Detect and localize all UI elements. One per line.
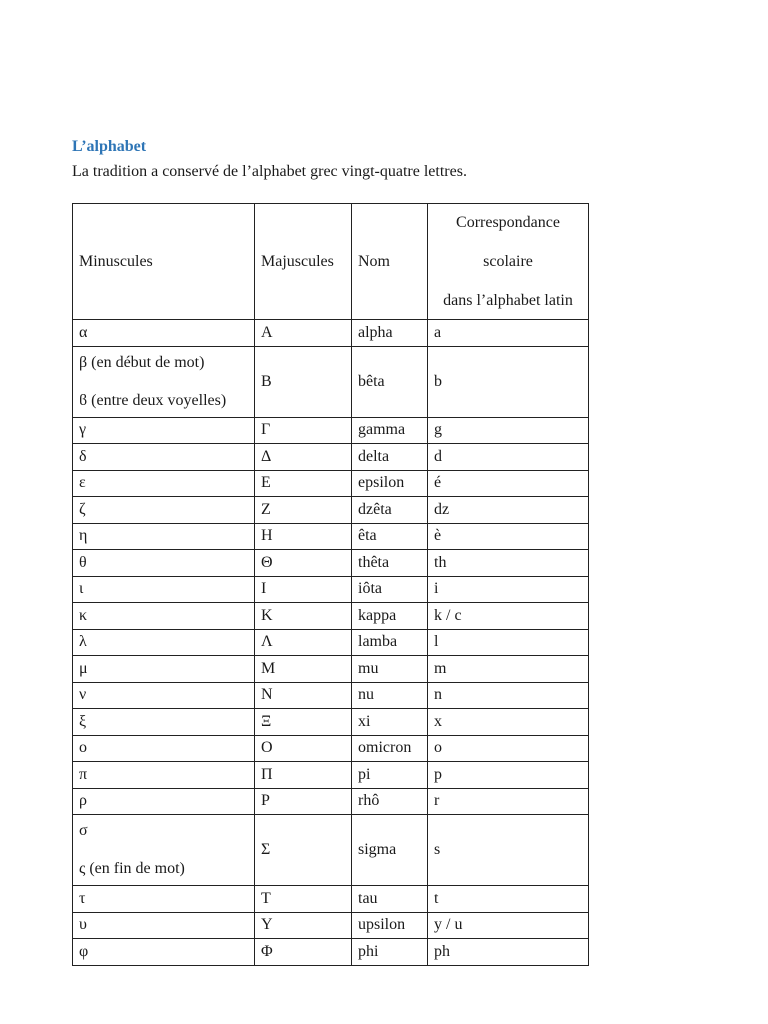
cell-lowercase: τ: [73, 886, 255, 913]
cell-uppercase: Ζ: [255, 497, 352, 524]
table-row: [73, 550, 589, 577]
cell-uppercase: Κ: [255, 603, 352, 630]
cell-lowercase: λ: [73, 629, 255, 656]
cell-latin-correspondence: ph: [428, 939, 589, 966]
cell-lowercase: η: [73, 523, 255, 550]
cell-lowercase: υ: [73, 912, 255, 939]
cell-latin-correspondence: l: [428, 629, 589, 656]
table-row: [73, 939, 589, 966]
table-row: [73, 346, 589, 417]
cell-latin-correspondence: th: [428, 550, 589, 577]
cell-latin-correspondence: dz: [428, 497, 589, 524]
cell-uppercase: Π: [255, 762, 352, 789]
cell-latin-correspondence: k / c: [428, 603, 589, 630]
cell-name: alpha: [352, 320, 428, 347]
header-correspondence-line1: Correspondance: [456, 213, 560, 231]
cell-uppercase: Ν: [255, 682, 352, 709]
cell-uppercase: Δ: [255, 444, 352, 471]
cell-lowercase: π: [73, 762, 255, 789]
table-row: [73, 788, 589, 815]
cell-uppercase: Η: [255, 523, 352, 550]
cell-latin-correspondence: m: [428, 656, 589, 683]
cell-latin-correspondence: é: [428, 470, 589, 497]
cell-name: omicron: [352, 735, 428, 762]
cell-name: delta: [352, 444, 428, 471]
cell-name: phi: [352, 939, 428, 966]
greek-alphabet-table: [72, 203, 589, 966]
header-correspondence: [428, 204, 589, 320]
cell-lowercase: ζ: [73, 497, 255, 524]
cell-lowercase: α: [73, 320, 255, 347]
table-row: [73, 576, 589, 603]
cell-name: iôta: [352, 576, 428, 603]
cell-name: bêta: [352, 346, 428, 417]
cell-name: sigma: [352, 815, 428, 886]
cell-uppercase: Β: [255, 346, 352, 417]
lowercase-variant-1: β (en début de mot): [79, 353, 205, 371]
table-row: [73, 603, 589, 630]
table-row: [73, 320, 589, 347]
cell-uppercase: Ρ: [255, 788, 352, 815]
cell-uppercase: Ε: [255, 470, 352, 497]
cell-lowercase: ε: [73, 470, 255, 497]
table-row: [73, 470, 589, 497]
table-row: [73, 815, 589, 886]
cell-lowercase: [73, 346, 255, 417]
cell-uppercase: Ι: [255, 576, 352, 603]
table-row: [73, 444, 589, 471]
cell-uppercase: Α: [255, 320, 352, 347]
lowercase-variant-2: ς (en fin de mot): [79, 860, 185, 877]
table-row: [73, 417, 589, 444]
table-row: [73, 762, 589, 789]
header-uppercase: Majuscules: [255, 204, 352, 320]
cell-latin-correspondence: x: [428, 709, 589, 736]
table-row: [73, 709, 589, 736]
cell-latin-correspondence: d: [428, 444, 589, 471]
table-header-row: [73, 204, 589, 320]
table-row: [73, 656, 589, 683]
table-row: [73, 682, 589, 709]
cell-name: thêta: [352, 550, 428, 577]
cell-uppercase: Μ: [255, 656, 352, 683]
cell-name: rhô: [352, 788, 428, 815]
header-lowercase: Minuscules: [73, 204, 255, 320]
cell-latin-correspondence: b: [428, 346, 589, 417]
cell-lowercase: ξ: [73, 709, 255, 736]
cell-name: kappa: [352, 603, 428, 630]
cell-latin-correspondence: y / u: [428, 912, 589, 939]
cell-name: gamma: [352, 417, 428, 444]
cell-latin-correspondence: p: [428, 762, 589, 789]
cell-name: epsilon: [352, 470, 428, 497]
cell-lowercase: ο: [73, 735, 255, 762]
cell-name: mu: [352, 656, 428, 683]
cell-name: tau: [352, 886, 428, 913]
cell-uppercase: Τ: [255, 886, 352, 913]
cell-lowercase: θ: [73, 550, 255, 577]
cell-uppercase: Υ: [255, 912, 352, 939]
cell-lowercase: ι: [73, 576, 255, 603]
lowercase-variant-1: σ: [79, 822, 88, 839]
table-row: [73, 735, 589, 762]
cell-lowercase: κ: [73, 603, 255, 630]
cell-lowercase: γ: [73, 417, 255, 444]
cell-name: êta: [352, 523, 428, 550]
cell-uppercase: Λ: [255, 629, 352, 656]
cell-latin-correspondence: n: [428, 682, 589, 709]
table-body: [73, 320, 589, 966]
cell-name: dzêta: [352, 497, 428, 524]
cell-name: xi: [352, 709, 428, 736]
cell-latin-correspondence: i: [428, 576, 589, 603]
cell-lowercase: μ: [73, 656, 255, 683]
cell-name: pi: [352, 762, 428, 789]
cell-lowercase: [73, 815, 255, 886]
cell-name: nu: [352, 682, 428, 709]
header-correspondence-line3: dans l’alphabet latin: [443, 291, 573, 309]
cell-name: lamba: [352, 629, 428, 656]
lowercase-variant-2: ϐ (entre deux voyelles): [79, 391, 227, 409]
cell-uppercase: Σ: [255, 815, 352, 886]
table-row: [73, 629, 589, 656]
cell-lowercase: δ: [73, 444, 255, 471]
cell-lowercase: ν: [73, 682, 255, 709]
cell-lowercase: φ: [73, 939, 255, 966]
cell-uppercase: Γ: [255, 417, 352, 444]
cell-latin-correspondence: o: [428, 735, 589, 762]
cell-latin-correspondence: g: [428, 417, 589, 444]
page-title: L’alphabet: [72, 138, 147, 155]
cell-latin-correspondence: s: [428, 815, 589, 886]
cell-latin-correspondence: è: [428, 523, 589, 550]
table-row: [73, 912, 589, 939]
table-row: [73, 497, 589, 524]
table-row: [73, 523, 589, 550]
table-row: [73, 886, 589, 913]
cell-uppercase: Ο: [255, 735, 352, 762]
cell-uppercase: Θ: [255, 550, 352, 577]
cell-latin-correspondence: r: [428, 788, 589, 815]
cell-latin-correspondence: t: [428, 886, 589, 913]
header-correspondence-line2: scolaire: [483, 252, 533, 270]
header-name: Nom: [352, 204, 428, 320]
intro-text: La tradition a conservé de l’alphabet grec vingt-quatre lettres.: [72, 163, 467, 180]
cell-name: upsilon: [352, 912, 428, 939]
cell-latin-correspondence: a: [428, 320, 589, 347]
cell-uppercase: Ξ: [255, 709, 352, 736]
cell-uppercase: Φ: [255, 939, 352, 966]
cell-lowercase: ρ: [73, 788, 255, 815]
